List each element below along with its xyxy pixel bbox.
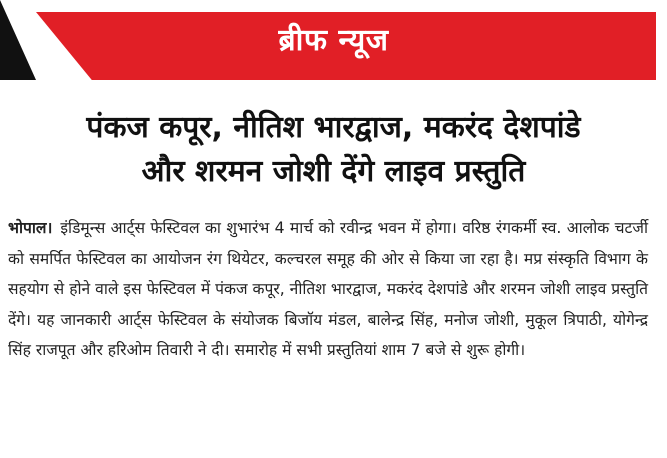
section-label: ब्रीफ न्यूज [278, 23, 389, 58]
section-banner [0, 0, 667, 80]
headline [0, 106, 667, 194]
headline-line-1: पंकज कपूर, नीतिश भारद्वाज, मकरंद देशपांडे [86, 110, 581, 145]
headline-line-2: और शरमन जोशी देंगे लाइव प्रस्तुति [141, 154, 526, 189]
article-text: इंडिमून्स आर्ट्स फेस्टिवल का शुभारंभ 4 मार्च को रवीन्द्र भवन में होगा। वरिष्ठ रंगकर्मी स्व. आलोक चटर्जी को समर्पित फेस्टिवल का आयोजन रंग थियेटर, कल्चरल समूह की ओर से किया जा रहा है। मप्र संस्कृति विभाग के सहयोग से होने वाले इस फेस्टिवल में पंकज कपूर, नीतिश भारद्वाज, मकरंद देशपांडे और शरमन जोशी लाइव प्रस्तुति देंगे। यह जानकारी आर्ट्स फेस्टिवल के संयोजक बिजॉय मंडल, बालेन्द्र सिंह, मनोज जोशी, मुकूल त्रिपाठी, योगेन्द्र सिंह राजपूत और हरिओम तिवारी ने दी। समारोह में सभी प्रस्तुतियां शाम 7 बजे से शुरू होगी। [8, 219, 648, 359]
dateline: भोपाल। [8, 219, 53, 237]
article-body [8, 213, 648, 366]
